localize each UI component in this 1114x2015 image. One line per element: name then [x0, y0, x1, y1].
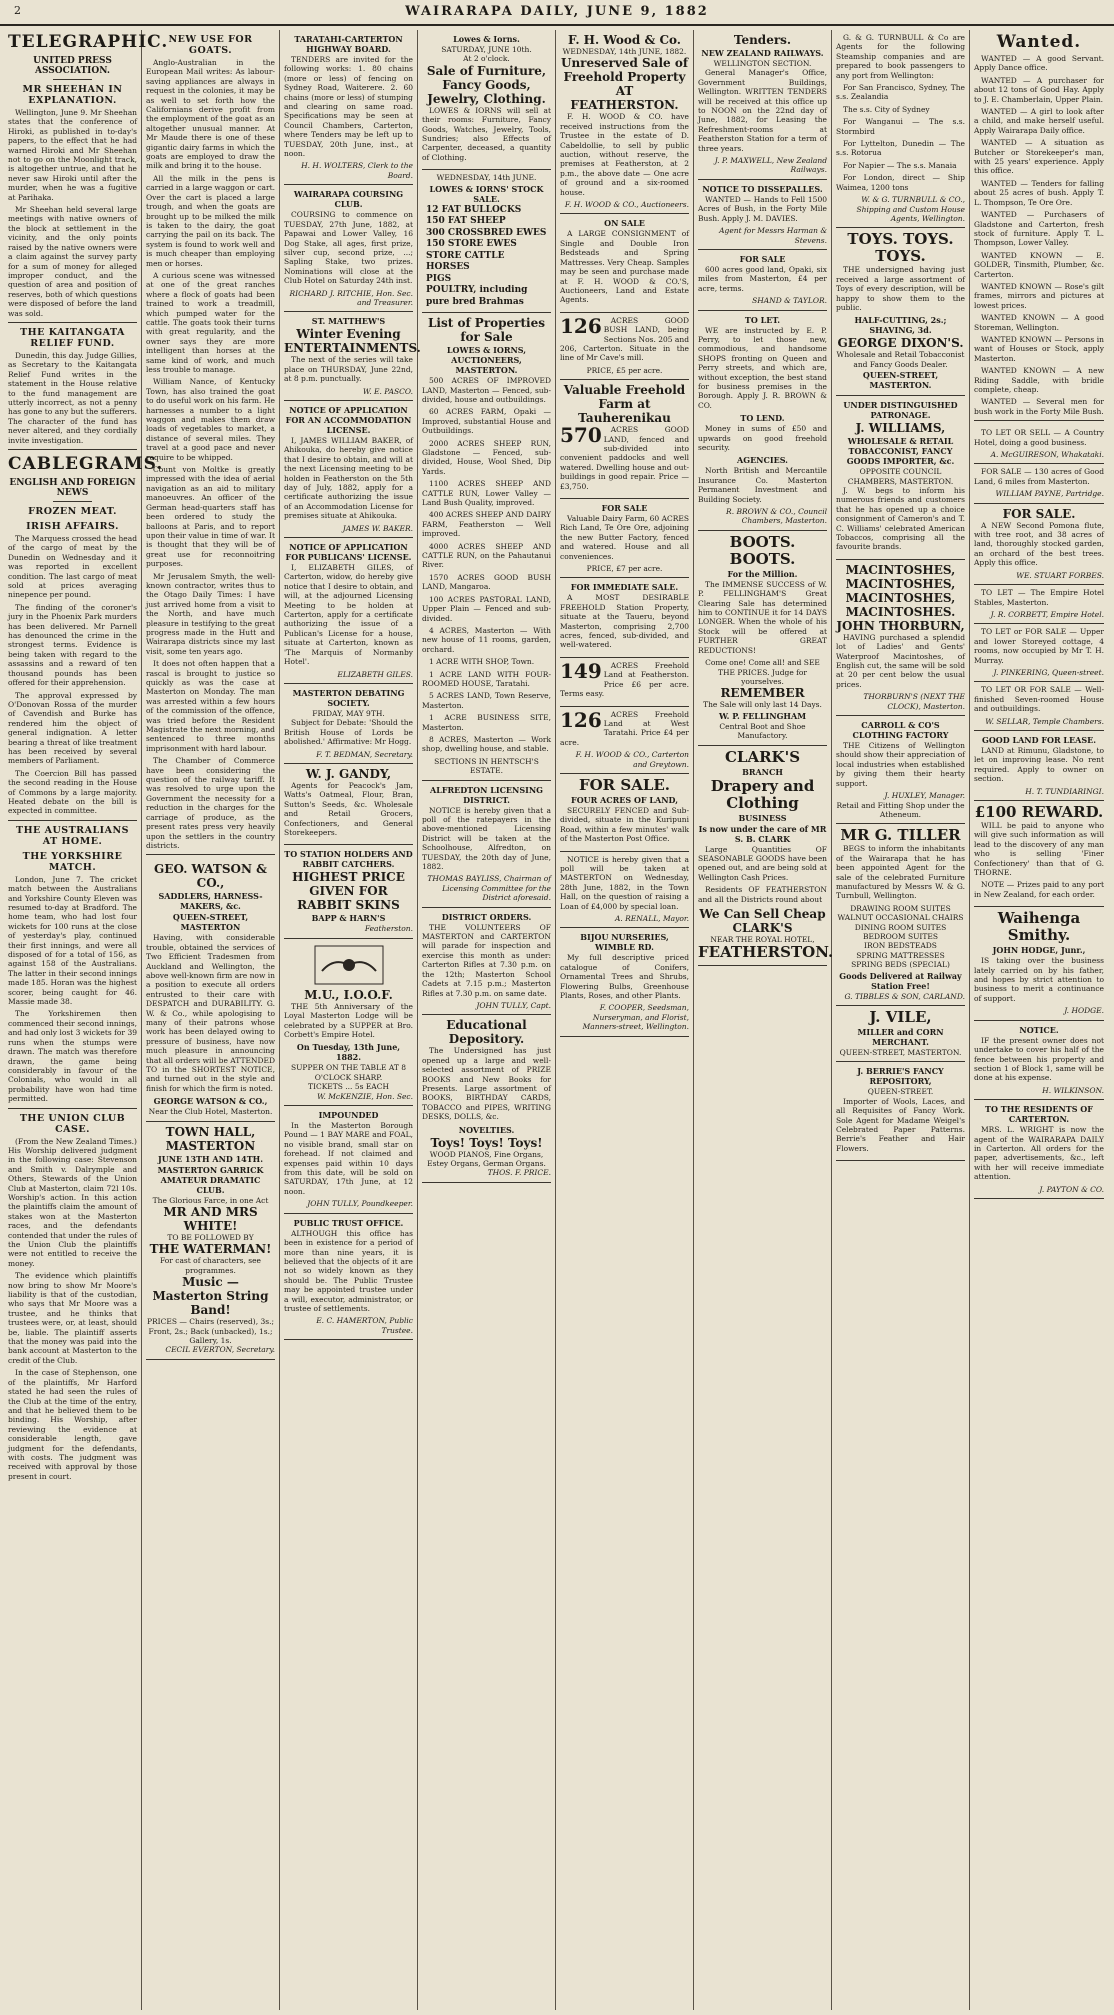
article-paragraph: Wellington, June 9. Mr Sheehan states that the conference of Hiroki, as published in to-day's papers, to the effect that he had warned Hiroki and Mr Sheehan not to go on the Moonlight track, is altogether untrue, and that he never saw Hiroki until after the murder, when he was a fugitive at Parihaka. [8, 108, 137, 202]
advertisement-license: NOTICE OF APPLICATION FOR AN ACCOMMODATION LICENSE. I, JAMES WILLIAM BAKER, of Ahikouka, do hereby give notice that I desire to obtain, and will at the next Licensing meeting to be holden in Featherston on the 5th day of July, 1882, apply for a certificate authorizing the issue of an Accommodation License for premises situate at Ahikouka. JAMES W. BAKER. [284, 401, 413, 538]
advertisement-berrie-repository: J. BERRIE'S FANCY REPOSITORY, QUEEN-STREET. Importer of Wools, Laces, and all Requisites of Fancy Work. Sole Agent for Madame Weigel's Celebrated Paper Patterns. Berrie's Feather and Hair Flowers. [836, 1062, 965, 1161]
advertisement-seven-roomed-house: TO LET OR FOR SALE — Well-finished Seven-roomed House and outbuildings. W. SELLAR, Temple Chambers. [974, 682, 1104, 731]
advertisement-bush-felling: NOTICE TO DISSEPALLES. WANTED — Hands to Fell 1500 Acres of Bush, in the Forty Mile Bush. Apply J. M. DAVIES. Agent for Messrs Harman & Stevens. [698, 180, 827, 250]
advertisement-clothing-factory: CARROLL & CO'S CLOTHING FACTORY THE Citizens of Wellington should show their appreciation of local industries when established by giving them their hearty support. J. HUXLEY, Manager. Retail and Fitting Shop under the Atheneum. [836, 716, 965, 824]
list-item: 1 ACRE BUSINESS SITE, Masterton. [422, 713, 551, 732]
classified-item: WANTED — A good Servant. Apply Dance office. [974, 54, 1104, 73]
advertisement-boots: BOOTS. BOOTS. For the Million. The IMMENSE SUCCESS of W. P. FELLINGHAM'S Great Clearing Sale has determined him to CONTINUE it for 14 DAYS LONGER. When the whole of his Stock will be offered at FURTHER GREAT REDUCTIONS! Come one! Come all! and SEE THE PRICES. Judge for yourselves. REMEMBER The Sale will only last 14 Days. W. P. FELLINGHAM Central Boot and Shoe Manufactory. [698, 531, 827, 746]
list-item: 2000 ACRES SHEEP RUN, Gladstone — Fenced, sub-divided, House, Wool Shed, Dip Yards. [422, 438, 551, 476]
advertisement-lowes-iorns-sale: Lowes & Iorns. SATURDAY, JUNE 10th. At 2 o'clock. Sale of Furniture, Fancy Goods, Jewelry, Clothing. LOWES & IORNS will sell at their rooms: Furniture, Fancy Goods, Watches, Jewelry, Tools, Sundries; also Effects of Carpenter, deceased, a quantity of Clothing. [422, 30, 551, 170]
advertisement-four-acres: FOR SALE. FOUR ACRES OF LAND, SECURELY FENCED and Sub-divided, situate in the Kuripuni Road, within a few minutes' walk of the Masterton Post Office. [560, 774, 689, 852]
advertisement-properties: List of Properties for Sale LOWES & IORNS, AUCTIONEERS, MASTERTON. 500 ACRES OF IMPROVED LAND, Masterton — Fenced, sub-divided, house and outbuildings. 60 ACRES FARM, Opaki — Improved, substantial House and Outbuildings. 2000 ACRES SHEEP RUN, Gladstone — Fenced, sub-divided, House, Wool Shed, Dip Yards. 1100 ACRES SHEEP AND CATTLE RUN, Lower Valley — Land Bush Quality, improved. 400 ACRES SHEEP AND DAIRY FARM, Featherston — Well improved. 4000 ACRES SHEEP AND CATTLE RUN, on the Pahautanui River. 1570 ACRES GOOD BUSH LAND, Mangaroa. 100 ACRES PASTORAL LAND, Upper Plain — Fenced and sub-divided. 4 ACRES, Masterton — With new house of 11 rooms, garden, orchard. 1 ACRE WITH SHOP, Town. 1 ACRE LAND WITH FOUR-ROOMED HOUSE, Taratahi. 5 ACRES LAND, Town Reserve, Masterton. 1 ACRE BUSINESS SITE, Masterton. 8 ACRES, Masterton — Work shop, dwelling house, and stable. SECTIONS IN HENTSCH'S ESTATE. [422, 313, 551, 780]
columns [4, 30, 1110, 2010]
advertisement-on-sale: ON SALE A LARGE CONSIGNMENT of Single and Double Iron Bedsteads and Spring Mattresses. Very Cheap. Samples may be seen and purchase made at F. H. WOOD & CO.'S, Auctioneers, Land and Estate Agents. [560, 214, 689, 312]
list-item: DINING ROOM SUITES [854, 922, 947, 932]
advertisement-macintoshes: MACINTOSHES, MACINTOSHES, MACINTOSHES, MACINTOSHES. JOHN THORBURN, HAVING purchased a splendid lot of Ladies' and Gents' Waterproof Macintoshes, of English cut, the same will be sold at 20 per cent below the usual prices. THORBURN'S (NEXT THE CLOCK), Masterton. [836, 560, 965, 716]
list-item: 1570 ACRES GOOD BUSH LAND, Mangaroa. [422, 572, 551, 592]
article-paragraph: A curious scene was witnessed at one of the great ranches where a flock of goats had been trained to work a treadmill, which pumped water for the cattle. The goats took their turns with great regularity, and the owner says they are more intelligent than horses at the same kind of work, and much less trouble to manage. [146, 270, 275, 374]
column-4 [418, 30, 556, 2010]
article-paragraph: It does not often happen that a rascal is brought to justice so quickly as was the case at Masterton on Monday. The man was arrested within a few hours of the commission of the offence, was tried before the Resident Magistrate the next morning, and sentenced to three months imprisonment with hard labour. [146, 659, 275, 753]
column-6 [694, 30, 832, 2010]
article-paragraph: Mr Jerusalem Smyth, the well-known contractor, writes thus to the Otago Daily Times: I have just arrived home from a visit to the North, and have much pleasure in testifying to the great progress made in the Hutt and Wairarapa districts since my last visit, some ten years ago. [146, 571, 275, 656]
list-item: PIGS [426, 273, 452, 284]
advertisement-district-orders: DISTRICT ORDERS. THE VOLUNTEERS OF MASTERTON and CARTERTON will parade for inspection and exercise this month as under: Carterton Rifles at 7.30 p.m. on the 12th; Masterton School Cadets at 7.15 p.m.; Masterton Rifles at 7.30 p.m. on same date. JOHN TULLY, Capt. [422, 908, 551, 1016]
advertisement-opaki-land: FOR SALE 600 acres good land, Opaki, six miles from Masterton, £4 per acre, terms. SHAND & TAYLOR. [698, 250, 827, 311]
advertisement-tauherenikau-farm: Valuable Freehold Farm at Tauherenikau 570 ACRES GOOD LAND, fenced and sub-divided into convenient paddocks and well watered. Dwelling house and out-buildings in good repair. Price — £3,750. [560, 380, 689, 499]
advertisement-land-lease: GOOD LAND FOR LEASE. LAND at Rimunu, Gladstone, to let on improving lease. No rent required. Apply to owner on section. H. T. TUNDIARINGI. [974, 731, 1104, 801]
advertisement-wood-sale: F. H. Wood & Co. WEDNESDAY, 14th JUNE, 1882. Unreserved Sale of Freehold Property AT FEATHERSTON. F. H. WOOD & CO. have received instructions from the Trustee in the estate of D. Cabeldollie, to sell by public auction, without reserve, the premises at Featherston, at 2 p.m., the above date — One acre of ground and a six-roomed house. F. H. WOOD & CO., Auctioneers. [560, 30, 689, 214]
cablegrams-heading: CABLEGRAMS. [8, 454, 164, 474]
article-paragraph: William Nance, of Kentucky Town, has also trained the goat to do useful work on his farm. He harnesses a number to a light waggon and makes them draw loads of vegetables to market, a distance of several miles. They travel at a good pace and never require to be whipped. [146, 377, 275, 462]
article-paragraph: All the milk in the pens is carried in a large waggon or cart. Over the cart is placed a large trough, and when the goats are brought up to be milked the milk is taken to the dairy, the goat carrying the pail on its back. The system is found to work well and is much cheaper than employing men or horses. [146, 173, 275, 268]
classified-item: WANTED — Tenders for falling about 25 acres of bush. Apply T. L. Thompson, Te Ore Ore. [974, 178, 1104, 207]
advertisement-turnbull-shipping: G. & G. TURNBULL & Co are Agents for the following Steamship companies and are prepared to book passengers to any port from Wellington: For San Francisco, Sydney, The s.s. Zealandia The s.s. City of Sydney For Wanganui — The s.s. Stormbird For Lyttelton, Dunedin — The s.s. Rotorua For Napier — The s.s. Manaia For London, direct — Ship Waimea, 1200 tons W. & G. TURNBULL & CO., Shipping and Custom House Agents, Wellington. [836, 30, 965, 228]
list-item: DRAWING ROOM SUITES [850, 903, 951, 913]
list-item: POULTRY, including pure bred Brahmas [426, 285, 528, 307]
advertisement-poll-notice: NOTICE is hereby given that a poll will be taken at MASTERTON on Wednesday, 28th June, 1882, in the Town Hall, on the question of raising a Loan of £4,000 by special loan. A. RENALL, Mayor. [560, 852, 689, 929]
list-item: 1100 ACRES SHEEP AND CATTLE RUN, Lower Valley — Land Bush Quality, improved. [422, 479, 551, 508]
list-item: 4000 ACRES SHEEP AND CATTLE RUN, on the Pahautanui River. [422, 541, 551, 570]
advertisement-dramatic-club: TOWN HALL, MASTERTON JUNE 13TH AND 14TH. MASTERTON GARRICK AMATEUR DRAMATIC CLUB. The Glorious Farce, in one Act MR AND MRS WHITE! TO BE FOLLOWED BY THE WATERMAN! For cast of characters, see programmes. Music — Masterton String Band! PRICES — Chairs (reserved), 3s.; Front, 2s.; Back (unbacked), 1s.; Gallery, 1s. CECIL EVERTON, Secretary. [146, 1122, 275, 1360]
advertisement-nurseries: BIJOU NURSERIES, WIMBLE RD. My full descriptive priced catalogue of Conifers, Ornamental Trees and Shrubs, Flowering Bulbs, Greenhouse Plants, Roses, and other Plants. F. COOPER, Seedsman, Nurseryman, and Florist, Manners-street, Wellington. [560, 928, 689, 1036]
advertisement-clarks-drapery: CLARK'S BRANCH Drapery and Clothing BUSINESS Is now under the care of MR S. B. CLARK Large Quantities OF SEASONABLE GOODS have been opened out, and are being sold at Wellington Cash Prices. Residents OF FEATHERSTON and all the Districts round about We Can Sell Cheap CLARK'S NEAR THE ROYAL HOTEL, FEATHERSTON. [698, 746, 827, 967]
advertisement-for-sale: FOR SALE. A NEW Second Pomona flute, with tree root, and 38 acres of land, thoroughly stocked garden, an orchard of the best trees. Apply this office. WE. STUART FORBES. [974, 504, 1104, 585]
list-item: 8 ACRES, Masterton — Work shop, dwelling house, and stable. [422, 734, 551, 754]
article-paragraph: The evidence which plaintiffs now bring to show Mr Moore's liability is that of the custodian, who says that Mr Moore was a trustee, and he thinks that trustees were, or, at least, should be, liable. The plaintiff asserts that the money was paid into the bank account at Masterton to the credit of the Club. [8, 1271, 137, 1365]
article-paragraph: In the case of Stephenson, one of the plaintiffs, Mr Harford stated he had seen the rules of the Club at the time of the entry, and that he believed them to be binding. His Worship, after reviewing the evidence at considerable length, gave judgment for the defendants, with costs. The judgment was received with approval by those present in court. [8, 1368, 137, 1481]
article-paragraph: The finding of the coroner's jury in the Phoenix Park murders has been delivered. Mr Parnell has denounced the crime in the strongest terms. Evidence is being taken with regard to the assassins and a reward of ten thousand pounds has been offered for their apprehension. [8, 602, 137, 688]
list-item: For San Francisco, Sydney, The s.s. Zealandia [836, 83, 965, 102]
advertisement-west-taratahi-land: 126 ACRES Freehold Land at West Taratahi. Price £4 per acre. F. H. WOOD & CO., Carterton and Greytown. [560, 707, 689, 774]
advertisement-publicans-license: NOTICE OF APPLICATION FOR PUBLICANS' LICENSE. I, ELIZABETH GILES, of Carterton, widow, do hereby give notice that I desire to obtain, and will, at the adjourned Licensing Meeting to be holden at Carterton, apply for a certificate authorizing the issue of a Publican's License for a house, situate at Carterton, known as 'The Marquis of Normanby Hotel'. ELIZABETH GILES. [284, 538, 413, 684]
list-item: 500 ACRES OF IMPROVED LAND, Masterton — Fenced, sub-divided, house and outbuildings. [422, 376, 551, 404]
list-item: 12 FAT BULLOCKS [426, 204, 522, 215]
list-item: 60 ACRES FARM, Opaki — Improved, substantial House and Outbuildings. [422, 407, 551, 436]
advertisement-impounded: IMPOUNDED In the Masterton Borough Pound — 1 BAY MARE and FOAL, no visible brand, small star on forehead. If not claimed and expenses paid within 10 days from this date, will be sold on SATURDAY, 17th June, at 12 noon. JOHN TULLY, Poundkeeper. [284, 1106, 413, 1214]
stock-list [422, 205, 551, 309]
source-line: ENGLISH AND FOREIGN NEWS [9, 478, 136, 498]
advertisement-educational-depository: Educational Depository. The Undersigned has just opened up a large and well-selected assortment of PRIZE BOOKS and New Books for Presents. Large assortment of BOOKS, BIRTHDAY CARDS, TOBACCO and PIPES, WRITING DESKS, DOLLS, &c. NOVELTIES. Toys! Toys! Toys! WOOD PIANOS, Fine Organs, Estey Organs, German Organs. THOS. F. PRICE. [422, 1015, 551, 1182]
list-item: 300 CROSSBRED EWES [426, 227, 547, 238]
advertisement-debating-society: MASTERTON DEBATING SOCIETY. FRIDAY, MAY 9TH. Subject for Debate: 'Should the British House of Lords be abolished.' Affirmative: Mr Hogg. F. T. BEDMAN, Secretary. [284, 684, 413, 764]
telegraphic-heading: TELEGRAPHIC. [8, 32, 169, 52]
list-item: BEDROOM SUITES [862, 931, 939, 941]
classified-item: WANTED KNOWN — A new Riding Saddle, with bridle complete, cheap. [974, 366, 1104, 394]
handshake-emblem-icon [314, 945, 384, 985]
article-heading: THE YORKSHIRE MATCH. [22, 850, 123, 873]
article-paragraph: (From the New Zealand Times.) His Worship delivered judgment in the following case: Stevenson and Smith v. Dalrymple and Others, Stewards of the Union Club at Masterton, claim 72l 10s. Worship's action. In this action the plaintiffs claim the amount of stakes won at the Masterton races, and the defendants contended that under the rules of the Union Club the plaintiffs were not entitled to receive the money. [8, 1136, 137, 1268]
advertisement-williams-tobacconist: UNDER DISTINGUISHED PATRONAGE. J. WILLIAMS, WHOLESALE & RETAIL TOBACCONIST, FANCY GOODS IMPORTER, &c. OPPOSITE COUNCIL CHAMBERS, MASTERTON. J. W. begs to inform his numerous friends and customers that he has opened up a choice consignment of Cameron's and T. C. Williams' celebrated American Tobaccos, comprising all the favourite brands. [836, 396, 965, 560]
advertisement-hotel-stables: TO LET — The Empire Hotel Stables, Masterton. J. R. CORBETT, Empire Hotel. [974, 585, 1104, 624]
advertisement-st-matthews: ST. MATTHEW'S Winter Evening ENTERTAINMENTS. The next of the series will take place on THURSDAY, June 22nd, at 8 p.m. punctually. W. E. PASCO. [284, 312, 413, 401]
list-item: For London, direct — Ship Waimea, 1200 tons [836, 173, 965, 192]
list-item: WALNUT OCCASIONAL CHAIRS [837, 913, 964, 923]
wanted-heading: Wanted. [996, 32, 1082, 52]
list-item: For Wanganui — The s.s. Stormbird [836, 117, 965, 136]
article-paragraph: The approval expressed by O'Donovan Rossa of the murder of Cavendish and Burke has rendered him the object of general indignation. A letter bearing a threat of like treatment has been received by several members of Parliament. [8, 690, 137, 766]
article-heading: MR SHEEHAN IN EXPLANATION. [22, 84, 123, 106]
list-item: 1 ACRE WITH SHOP, Town. [429, 657, 535, 667]
article-paragraph: Count von Moltke is greatly impressed with the idea of aerial navigation as an aid to military manoeuvres. An officer of the German head-quarters staff has been ordered to study the balloons at Paris, and to report upon their value in time of war. It is thought that they will be of great use for reconnoitring purposes. [146, 465, 275, 569]
article-heading: THE UNION CLUB CASE. [19, 1112, 126, 1135]
list-item: SPRING BEDS (SPECIAL) [851, 960, 950, 970]
advertisement-coursing-club: WAIRARAPA COURSING CLUB. COURSING to commence on TUESDAY, 27th June, 1882, at Papawai and Lower Valley, 16 Dog Stake, all ages, first prize, silver cup, second prize, ...; Sapling Stake, two prizes. Nominations will close at the Club Hotel on Saturday 24th inst. RICHARD J. RITCHIE, Hon. Sec. and Treasurer. [284, 185, 413, 312]
advertisement-toys: TOYS. TOYS. TOYS. THE undersigned having just received a large assortment of Toys of every description, will be happy to show them to the public. HALF-CUTTING, 2s.; SHAVING, 3d. GEORGE DIXON'S. Wholesale and Retail Tobacconist and Fancy Goods Dealer. QUEEN-STREET, MASTERTON. [836, 228, 965, 396]
list-item: 150 STORE EWES [426, 239, 517, 250]
advertisement-dairy-farm: FOR SALE Valuable Dairy Farm, 60 ACRES Rich Land, Te Ore Ore, adjoining the new Butter Factory, fenced and watered. House and all conveniences. PRICE, £7 per acre. [560, 499, 689, 578]
article-heading: THE AUSTRALIANS AT HOME. [16, 824, 129, 847]
article-paragraph: Anglo-Australian in the European Mail writes: As labour-saving appliances are always in request in the colonies, it may be as well to set forth how the Californians derive profit from the employment of the goat as an altogether unusual manner. At Mr Maude there is one of these gigantic dairy farms in which the goats are employed to draw the milk and bring it to the house. [146, 58, 275, 171]
source-line: UNITED PRESS ASSOCIATION. [33, 56, 112, 76]
column-7 [832, 30, 970, 2010]
list-item: 100 ACRES PASTORAL LAND, Upper Plain — Fenced and sub-divided. [422, 594, 551, 623]
advertisement-highway-board: TARATAHI-CARTERTON HIGHWAY BOARD. TENDERS are invited for the following works: 1. 80 chains (more or less) of fencing on Sydney Road, Waiterere. 2. 60 chains (more or less) of stumping and clearing on same road. Specifications may be seen at Council Chambers, Carterton, where Tenders may be left up to TUESDAY, 20th June, inst., at noon. H. H. WOLTERS, Clerk to the Board. [284, 30, 413, 185]
article-paragraph: The Marquess crossed the head of the cargo of meat by the Dunedin on Wednesday and it was reported in excellent condition. The last cargo of meat sold at prices averaging ninepence per pound. [8, 534, 137, 600]
list-item: 400 ACRES SHEEP AND DAIRY FARM, Featherston — Well improved. [422, 510, 551, 539]
advertisement-tiller-furniture: MR G. TILLER BEGS to inform the inhabitants of the Wairarapa that he has been appointed Agent for the sale of the celebrated Furniture manufactured by Messrs W. & G. Turnbull, Wellington. DRAWING ROOM SUITES WALNUT OCCASIONAL CHAIRS DINING ROOM SUITES BEDROOM SUITES IRON BEDSTEADS SPRING MATTRESSES SPRING BEDS (SPECIAL) Goods Delivered at Railway Station Free! G. TIBBLES & SON, CARLAND. [836, 824, 965, 1006]
advertisement-stock-sale: WEDNESDAY, 14th JUNE. LOWES & IORNS' STOCK SALE. 12 FAT BULLOCKS 150 FAT SHEEP 300 CROSSBRED EWES 150 STORE EWES STORE CATTLE HORSES PIGS POULTRY, including pure bred Brahmas [422, 170, 551, 313]
list-item: For Lyttelton, Dunedin — The s.s. Rotorua [836, 139, 965, 158]
article-paragraph: The Coercion Bill has passed the second reading in the House of Commons by a large majority. Heated debate on the bill is expected in committee. [8, 768, 137, 816]
article-heading: FROZEN MEAT. [28, 506, 117, 517]
advertisement-vile-miller: J. VILE, MILLER and CORN MERCHANT. QUEEN-STREET, MASTERTON. [836, 1006, 965, 1062]
advertisement-to-let-shops: TO LET. WE are instructed by E. P. Perry, to let those new, commodious, and handsome SHOPS fronting on Queen and Perry streets, and which are, without exception, the best stand for business premises in the Borough. Apply J. R. BROWN & CO. TO LEND. Money in sums of £50 and upwards on good freehold security. AGENCIES. North British and Mercantile Insurance Co. Masterton Permanent Investment and Building Society. R. BROWN & CO., Council Chambers, Masterton. [698, 311, 827, 531]
advertisement-featherston-land: 149 ACRES Freehold Land at Featherston. Price £6 per acre. Terms easy. [560, 658, 689, 707]
classified-item: WANTED KNOWN — E. GOLDER, Tinsmith, Plumber, &c. Carterton. [974, 250, 1104, 279]
column-1 [4, 30, 169, 2010]
article-heading: NEW USE FOR GOATS. [168, 34, 253, 56]
column-3 [280, 30, 421, 2010]
list-item: 1 ACRE LAND WITH FOUR-ROOMED HOUSE, Taratahi. [422, 669, 551, 688]
advertisement-rabbit-skins: TO STATION HOLDERS AND RABBIT CATCHERS. HIGHEST PRICE GIVEN FOR RABBIT SKINS BAPP & HARN'S Featherston. [284, 845, 413, 938]
advertisement-country-hotel: TO LET OR SELL — A Country Hotel, doing a good business. A. McGUIRESON, Whakataki. [974, 425, 1104, 464]
list-item: 4 ACRES, Masterton — With new house of 11 rooms, garden, orchard. [422, 625, 551, 654]
advertisement-oddfellows: M.U., I.O.O.F. THE 5th Anniversary of the Loyal Masterton Lodge will be celebrated by a SUPPER at Bro. Corbett's Empire Hotel. On Tuesday, 13th June, 1882. SUPPER ON THE TABLE AT 8 O'CLOCK SHARP. TICKETS ... 5s EACH W. McKENZIE, Hon. Sec. [284, 939, 413, 1106]
masthead [0, 0, 1114, 26]
advertisement-smithy: Waihenga Smithy. JOHN HODGE, Junr., IS taking over the business lately carried on by his father, and hopes by strict attention to business to merit a continuance of support. J. HODGE. [974, 907, 1104, 1020]
list-item: SPRING MATTRESSES [856, 950, 945, 960]
article-heading: THE KAITANGATA RELIEF FUND. [20, 326, 125, 349]
classified-item: WANTED KNOWN — Rose's gilt frames, mirrors and pictures at lowest prices. [974, 281, 1104, 310]
column-8 [970, 30, 1108, 2010]
advertisement-railways: Tenders. NEW ZEALAND RAILWAYS. WELLINGTON SECTION. General Manager's Office, Government Buildings, Wellington. WRITTEN TENDERS will be received at this office up to NOON on the 22nd day of June, 1882, for Leasing the Refreshment-rooms at Featherston Station for a term of three years. J. P. MAXWELL, New Zealand Railways. [698, 30, 827, 180]
page-number: 2 [14, 4, 21, 17]
article-paragraph: The Yorkshiremen then commenced their second innings, and had only lost 3 wickets for 39 runs when the stumps were drawn. The match was therefore drawn, the game being considerably in favour of the Colonials, who would in all probability have won had time permitted. [8, 1009, 137, 1104]
advertisement-public-trust: PUBLIC TRUST OFFICE. ALTHOUGH this office has been in existence for a period of more than nine years, it is believed that the objects of it are not so widely known as they should be. The Public Trustee may be appointed trustee under a will, executor, administrator, or trustee of settlements. E. C. HAMERTON, Public Trustee. [284, 1214, 413, 1340]
advertisement-watson: GEO. WATSON & CO., SADDLERS, HARNESS-MAKERS, &c. QUEEN-STREET, MASTERTON Having, with considerable trouble, obtained the services of Two Efficient Tradesmen from Auckland and Wellington, the above well-known firm are now in a position to execute all orders entrusted to their care with DESPATCH and DURABILITY. G. W. & Co., while apologising to many of their patrons whose work has been delayed owing to pressure of business, have now much pleasure in announcing that all orders will be ATTENDED TO in the SHORTEST NOTICE, and turned out in the style and finish for which the firm is noted. GEORGE WATSON & CO., Near the Club Hotel, Masterton. [146, 859, 275, 1121]
classified-item: WANTED — A purchaser for about 12 tons of Good Hay. Apply to J. E. Chamberlain, Upper Plain. [974, 75, 1104, 104]
advertisement-land-for-sale: FOR SALE — 130 acres of Good Land, 6 miles from Masterton. WILLIAM PAYNE, Partridge. [974, 464, 1104, 503]
advertisement-reward: £100 REWARD. WILL be paid to anyone who will give such information as will lead to the discovery of any man who is selling 'Finer Confectionery' than that of G. THORNE. NOTE — Prizes paid to any port in New Zealand, for each order. [974, 801, 1104, 907]
article-heading: IRISH AFFAIRS. [26, 521, 119, 532]
list-item: 150 FAT SHEEP [426, 216, 506, 227]
classified-item: WANTED — Purchasers of Gladstone and Carterton, fresh stock of furniture. Apply T. L. Thompson, Lower Valley. [974, 210, 1104, 248]
column-5 [556, 30, 694, 2010]
classified-item: WANTED — Several men for bush work in the Forty Mile Bush. [974, 397, 1104, 416]
advertisement-carterton-agent: TO THE RESIDENTS OF CARTERTON. MRS. L. WRIGHT is now the agent of the WAIRARAPA DAILY in Carterton. All orders for the paper, advertisements, &c., left with her will receive immediate attention. J. PAYTON & CO. [974, 1100, 1104, 1199]
classified-item: WANTED — A girl to look after a child, and make herself useful. Apply Wairarapa Daily office. [974, 107, 1104, 135]
advertisement-gandy: W. J. GANDY, Agents for Peacock's Jam, Watts's Oatmeal, Flour, Bran, Sutton's Seeds, &c. Wholesale and Retail Grocers, Confectioners, and General Storekeepers. [284, 764, 413, 845]
advertisement-licensing-district: ALFREDTON LICENSING DISTRICT. NOTICE is hereby given that a poll of the ratepayers in the above-mentioned Licensing District will be taken at the Schoolhouse, Alfredton, on TUESDAY, the 20th day of June, 1882. THOMAS BAYLISS, Chairman of Licensing Committee for the District aforesaid. [422, 781, 551, 908]
list-item: The s.s. City of Sydney [843, 104, 930, 114]
classified-item: WANTED KNOWN — A good Storeman, Wellington. [974, 313, 1104, 332]
article-paragraph: Mr Sheehan held several large meetings with native owners of the block at settlement in the vicinity, and the only points raised by the native owners were a claim against the survey party for a sum of money for alleged improper conduct, and the question of area and position of reserves, both of which questions were disposed of before the land was sold. [8, 205, 137, 318]
article-paragraph: Dunedin, this day. Judge Gillies, as Secretary to the Kaitangata Relief Fund writes in the statement in the House relative to the fund management are utterly incorrect, as not a penny has gone to any but the sufferers. The character of the fund has never altered, and they cordially invite investigation. [8, 350, 137, 445]
column-2 [142, 30, 280, 2010]
list-item: IRON BEDSTEADS [864, 941, 937, 951]
list-item: 5 ACRES LAND, Town Reserve, Masterton. [422, 691, 551, 710]
advertisement-bush-land: 126 ACRES GOOD BUSH LAND, being Sections Nos. 205 and 206, Carterton. Situate in the line of Mr Cave's mill. PRICE, £5 per acre. [560, 313, 689, 380]
advertisement-cottage: TO LET or FOR SALE — Upper and lower Storeyed cottage, 4 rooms, now occupied by Mr T. H. Murray. J. PINKERING, Queen-street. [974, 624, 1104, 682]
advertisement-fence-notice: NOTICE. IF the present owner does not undertake to cover his half of the fence between his property and section 1 of Block 1, same will be done at his expense. H. WILKINSON. [974, 1021, 1104, 1100]
classified-item: WANTED — A situation as Butcher or Storekeeper's man, with 25 years' experience. Apply this office. [974, 138, 1104, 176]
list-item: HORSES [426, 262, 470, 273]
advertisement-station-property: FOR IMMEDIATE SALE. A MOST DESIRABLE FREEHOLD Station Property, situate at the Taueru, beyond Masterton, comprising 2,700 acres, fenced, sub-divided, and well-watered. [560, 578, 689, 657]
article-paragraph: London, June 7. The cricket match between the Australians and Yorkshire County Eleven was resumed to-day at Bradford. The home team, who had lost four wickets for 100 runs at the close of yesterday's play, continued their first innings, and were all disposed of for a total of 156, as against 158 of the Australians. The latter in their second innings made 185. Horan was the highest scorer, being caught for 46. Massie made 38. [8, 874, 137, 1007]
list-item: STORE CATTLE [426, 250, 505, 261]
newspaper-title: WAIRARAPA DAILY, JUNE 9, 1882 [405, 4, 709, 19]
article-paragraph: The Chamber of Commerce have been considering the question of the railway tariff. It was resolved to urge upon the Government the necessity for a reduction in the charges for the carriage of produce, as the present rates press very heavily upon the settlers in the country districts. [146, 756, 275, 850]
classified-item: WANTED KNOWN — Persons in want of Houses or Stock, apply Masterton. [974, 334, 1104, 363]
list-item: For Napier — The s.s. Manaia [843, 160, 957, 170]
